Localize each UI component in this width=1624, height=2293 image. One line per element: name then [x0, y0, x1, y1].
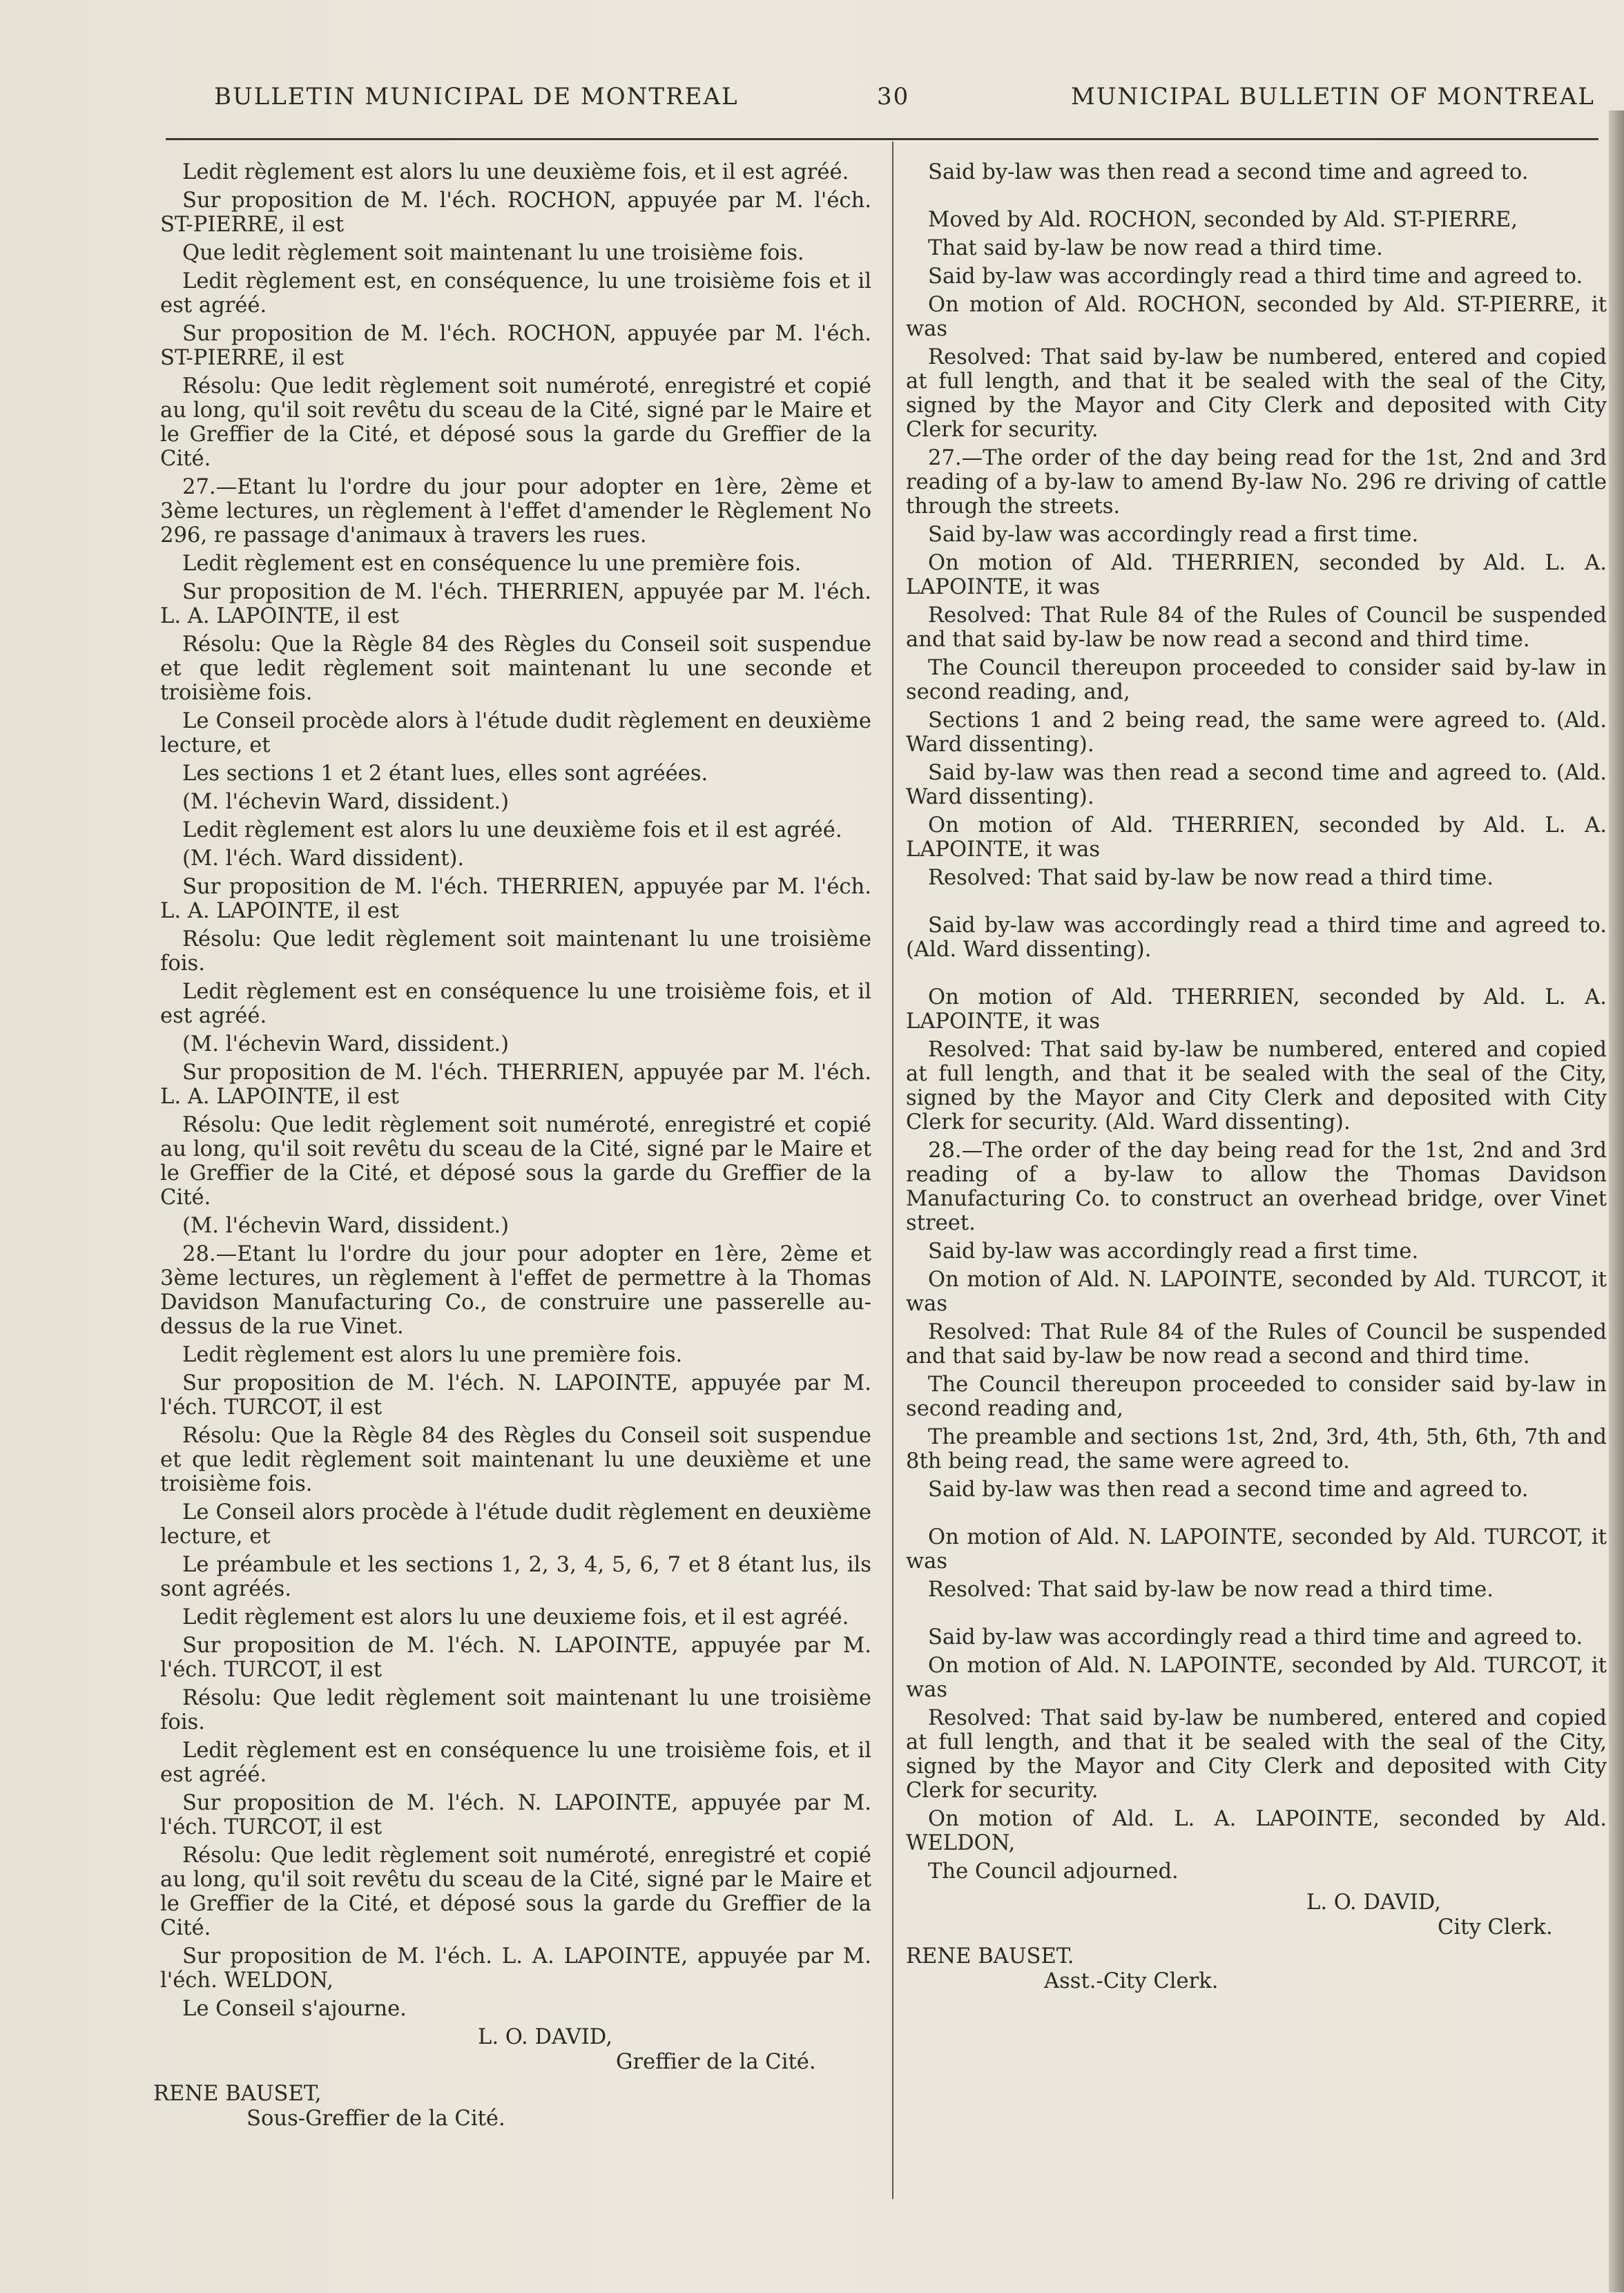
paragraph: Sur proposition de M. l'éch. L. A. LAPOINTE, appuyée par M. l'éch. WELDON, [160, 1944, 871, 1993]
paragraph: On motion of Ald. N. LAPOINTE, seconded by Ald. TURCOT, it was [906, 1654, 1607, 1702]
paragraph: Said by-law was then read a second time and agreed to. (Ald. Ward dissenting). [906, 761, 1607, 809]
paragraph: Said by-law was then read a second time and agreed to. [928, 160, 1529, 184]
paragraph: Résolu: Que la Règle 84 des Règles du Conseil soit suspendue et que ledit règlement soit maintenant lu une seconde et troisième fois. [160, 632, 871, 705]
french-column [153, 160, 871, 2142]
paragraph: Resolved: That said by-law be numbered, entered and copied at full length, and that it be sealed with the seal of the City, signed by the Mayor and City Clerk and deposited with City Clerk for security. [906, 1706, 1607, 1803]
paragraph: On motion of Ald. ROCHON, seconded by Ald. ST-PIERRE, it was [906, 293, 1607, 341]
paragraph: On motion of Ald. L. A. LAPOINTE, seconded by Ald. WELDON, [906, 1807, 1607, 1855]
paragraph: (M. l'échevin Ward, dissident.) [182, 790, 510, 814]
page-edge-shadow [1609, 110, 1624, 2292]
paragraph: On motion of Ald. THERRIEN, seconded by Ald. L. A. LAPOINTE, it was [906, 985, 1607, 1034]
header-rule [166, 138, 1598, 140]
paragraph: Résolu: Que ledit règlement soit numéroté, enregistré et copié au long, qu'il soit revêtu du sceau de la Cité, signé par le Maire et le Greffier de la Cité, et déposé sous la garde du Greffier de la Cité. [160, 1113, 871, 1210]
paragraph: 28.—Etant lu l'ordre du jour pour adopter en 1ère, 2ème et 3ème lectures, un règlement à l'effet de permettre à la Thomas Davidson Manufacturing Co., de construire une passerelle au-dessus de la rue Vinet. [160, 1242, 871, 1339]
clerk-title: Greffier de la Cité. [616, 2050, 816, 2074]
paragraph: Que ledit règlement soit maintenant lu une troisième fois. [182, 241, 804, 265]
paragraph: Resolved: That said by-law be numbered, entered and copied at full length, and that it be sealed with the seal of the City, signed by the Mayor and City Clerk and deposited with City Clerk for security. [906, 345, 1607, 442]
header-title-french: BULLETIN MUNICIPAL DE MONTREAL [214, 83, 739, 110]
paragraph: Le Conseil procède alors à l'étude dudit règlement en deuxième lecture, et [160, 709, 871, 757]
paragraph: The Council thereupon proceeded to consider said by-law in second reading and, [906, 1373, 1607, 1421]
paragraph: Resolved: That said by-law be now read a third time. [928, 866, 1494, 890]
paragraph: On motion of Ald. THERRIEN, seconded by Ald. L. A. LAPOINTE, it was [906, 551, 1607, 599]
paragraph: Resolved: That said by-law be numbered, entered and copied at full length, and that it be sealed with the seal of the City, signed by the Mayor and City Clerk and deposited with City Clerk for security. (Ald. Ward dissenting). [906, 1038, 1607, 1134]
paragraph: Ledit règlement est en conséquence lu une première fois. [182, 552, 802, 576]
paragraph: Sur proposition de M. l'éch. THERRIEN, appuyée par M. l'éch. L. A. LAPOINTE, il est [160, 875, 871, 923]
paragraph: The Council thereupon proceeded to consider said by-law in second reading, and, [906, 656, 1607, 704]
assistant-clerk-name: RENE BAUSET. [906, 1944, 1074, 1968]
paragraph: Ledit règlement est, en conséquence, lu une troisième fois et il est agréé. [160, 269, 871, 318]
page-header [166, 83, 1602, 124]
french-signature-block [153, 2025, 871, 2142]
assistant-clerk-name: RENE BAUSET, [153, 2082, 322, 2106]
paragraph: On motion of Ald. N. LAPOINTE, seconded by Ald. TURCOT, it was [906, 1268, 1607, 1316]
paragraph: Resolved: That Rule 84 of the Rules of Council be suspended and that said by-law be now read a second and third time. [906, 1320, 1607, 1368]
header-title-english: MUNICIPAL BULLETIN OF MONTREAL [1070, 83, 1595, 110]
clerk-name: L. O. DAVID, [478, 2025, 612, 2049]
paragraph: Sur proposition de M. l'éch. ROCHON, appuyée par M. l'éch. ST-PIERRE, il est [160, 322, 871, 370]
paragraph: (M. l'échevin Ward, dissident.) [182, 1214, 510, 1238]
paragraph: Ledit règlement est alors lu une deuxième fois et il est agréé. [182, 818, 842, 842]
paragraph: Sur proposition de M. l'éch. N. LAPOINTE, appuyée par M. l'éch. TURCOT, il est [160, 1634, 871, 1682]
paragraph: Résolu: Que ledit règlement soit numéroté, enregistré et copié au long, qu'il soit revêtu du sceau de la Cité, signé par le Maire et le Greffier de la Cité, et déposé sous la garde du Greffier de la Cité. [160, 374, 871, 471]
paragraph: The preamble and sections 1st, 2nd, 3rd, 4th, 5th, 6th, 7th and 8th being read, the same were agreed to. [906, 1425, 1607, 1473]
paragraph: 28.—The order of the day being read for the 1st, 2nd and 3rd reading of a by-law to allow the Thomas Davidson Manufacturing Co. to construct an overhead bridge, over Vinet street. [906, 1139, 1607, 1235]
paragraph: Said by-law was then read a second time and agreed to. [928, 1478, 1529, 1502]
paragraph: Résolu: Que ledit règlement soit maintenant lu une troisième fois. [160, 927, 871, 976]
paragraph: Ledit règlement est en conséquence lu une troisième fois, et il est agréé. [160, 1739, 871, 1787]
paragraph: Ledit règlement est alors lu une deuxieme fois, et il est agréé. [182, 1605, 849, 1629]
clerk-name: L. O. DAVID, [1306, 1890, 1441, 1915]
paragraph: (M. l'échevin Ward, dissident.) [182, 1032, 510, 1056]
clerk-title: City Clerk. [1438, 1915, 1553, 1939]
paragraph: 27.—The order of the day being read for the 1st, 2nd and 3rd reading of a by-law to amend By-law No. 296 re driving of cattle through the streets. [906, 446, 1607, 519]
paragraph: Ledit règlement est alors lu une première fois. [182, 1343, 683, 1367]
paragraph: The Council adjourned. [928, 1859, 1179, 1884]
paragraph: Said by-law was accordingly read a first time. [928, 523, 1419, 547]
paragraph: Sur proposition de M. l'éch. N. LAPOINTE, appuyée par M. l'éch. TURCOT, il est [160, 1371, 871, 1420]
paragraph: Le Conseil alors procède à l'étude dudit règlement en deuxième lecture, et [160, 1500, 871, 1549]
paragraph: On motion of Ald. THERRIEN, seconded by Ald. L. A. LAPOINTE, it was [906, 813, 1607, 862]
page-number: 30 [877, 83, 910, 110]
paragraph: Said by-law was accordingly read a third time and agreed to. [928, 264, 1583, 289]
paragraph: Said by-law was accordingly read a third time and agreed to. [928, 1625, 1583, 1649]
paragraph: Sur proposition de M. l'éch. ROCHON, appuyée par M. l'éch. ST-PIERRE, il est [160, 188, 871, 237]
assistant-clerk-title: Asst.-City Clerk. [1044, 1969, 1219, 1993]
paragraph: Sections 1 and 2 being read, the same were agreed to. (Ald. Ward dissenting). [906, 708, 1607, 757]
paragraph: Résolu: Que la Règle 84 des Règles du Conseil soit suspendue et que ledit règlement soit maintenant lu une deuxième et une troisième fois. [160, 1424, 871, 1496]
paragraph: That said by-law be now read a third time. [928, 236, 1383, 260]
paragraph: Ledit règlement est alors lu une deuxième fois, et il est agréé. [182, 160, 849, 184]
paragraph: Le Conseil s'ajourne. [182, 1997, 407, 2021]
paragraph: Résolu: Que ledit règlement soit maintenant lu une troisième fois. [160, 1686, 871, 1734]
assistant-clerk-title: Sous-Greffier de la Cité. [246, 2107, 505, 2131]
paragraph: Sur proposition de M. l'éch. THERRIEN, appuyée par M. l'éch. L. A. LAPOINTE, il est [160, 580, 871, 628]
paragraph: On motion of Ald. N. LAPOINTE, seconded by Ald. TURCOT, it was [906, 1525, 1607, 1574]
paragraph: Ledit règlement est en conséquence lu une troisième fois, et il est agréé. [160, 980, 871, 1028]
paragraph: Sur proposition de M. l'éch. THERRIEN, appuyée par M. l'éch. L. A. LAPOINTE, il est [160, 1061, 871, 1109]
paragraph: 27.—Etant lu l'ordre du jour pour adopter en 1ère, 2ème et 3ème lectures, un règlement à l'effet d'amender le Règlement No 296, re passage d'animaux à travers les rues. [160, 475, 871, 548]
paragraph: (M. l'éch. Ward dissident). [182, 846, 465, 871]
english-column [906, 160, 1607, 2005]
english-signature-block [906, 1888, 1607, 2005]
paragraph: Sur proposition de M. l'éch. N. LAPOINTE, appuyée par M. l'éch. TURCOT, il est [160, 1791, 871, 1839]
paragraph: Moved by Ald. ROCHON, seconded by Ald. ST-PIERRE, [928, 208, 1518, 232]
paragraph: Le préambule et les sections 1, 2, 3, 4, 5, 6, 7 et 8 étant lus, ils sont agréés. [160, 1553, 871, 1601]
paragraph: Resolved: That Rule 84 of the Rules of Council be suspended and that said by-law be now read a second and third time. [906, 603, 1607, 652]
paragraph: Les sections 1 et 2 étant lues, elles sont agréées. [182, 762, 708, 786]
paragraph: Resolved: That said by-law be now read a third time. [928, 1578, 1494, 1602]
paragraph: Said by-law was accordingly read a third time and agreed to. (Ald. Ward dissenting). [906, 913, 1607, 962]
paragraph: Said by-law was accordingly read a first time. [928, 1239, 1419, 1264]
paragraph: Résolu: Que ledit règlement soit numéroté, enregistré et copié au long, qu'il soit revêtu du sceau de la Cité, signé par le Maire et le Greffier de la Cité, et déposé sous la garde du Greffier de la Cité. [160, 1844, 871, 1940]
column-divider [892, 142, 893, 2199]
